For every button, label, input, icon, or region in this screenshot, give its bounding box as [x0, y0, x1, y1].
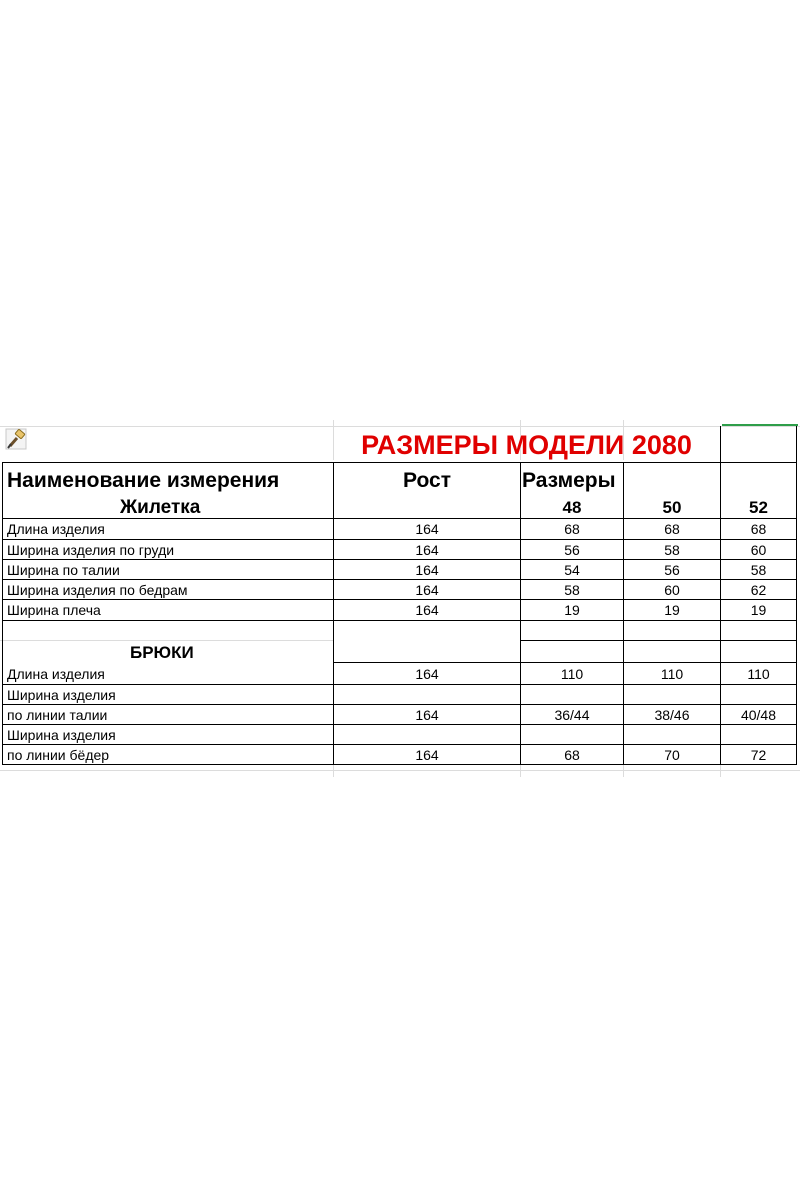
size-52: 52 — [749, 498, 768, 517]
section-pants: БРЮКИ — [130, 643, 194, 662]
row-value: 56 — [664, 561, 680, 578]
row-label: по линии талии — [7, 706, 108, 723]
page-title: РАЗМЕРЫ МОДЕЛИ 2080 — [361, 429, 692, 460]
row-label: по линии бёдер — [7, 746, 110, 763]
section-vest: Жилетка — [120, 496, 201, 518]
header-height: Рост — [403, 468, 451, 492]
row-height: 164 — [415, 706, 439, 723]
row-height: 164 — [415, 666, 439, 682]
row-value: 58 — [564, 581, 580, 598]
gridline — [623, 765, 624, 777]
row-value: 58 — [750, 561, 767, 578]
header-measure: Наименование измерения — [7, 468, 280, 492]
row-value: 60 — [750, 541, 767, 558]
row-value: 70 — [664, 746, 680, 763]
row-label: Длина изделия — [7, 521, 105, 537]
row-value: 68 — [564, 746, 580, 763]
row-value: 54 — [564, 561, 580, 578]
row-value: 38/46 — [654, 706, 690, 723]
row-height: 164 — [415, 581, 439, 598]
row-value: 58 — [664, 541, 680, 558]
table-border — [520, 640, 797, 641]
row-value: 68 — [750, 521, 767, 537]
selection-mark — [722, 424, 798, 426]
row-value: 56 — [564, 541, 580, 558]
row-label: Ширина плеча — [7, 602, 101, 618]
gridline — [520, 765, 521, 777]
row-height: 164 — [415, 541, 439, 558]
table-border — [2, 764, 797, 765]
table-border — [2, 462, 720, 463]
row-label: Ширина изделия по бедрам — [7, 581, 188, 598]
gridline — [333, 765, 334, 777]
row-label: Ширина по талии — [7, 561, 120, 578]
row-height: 164 — [415, 561, 439, 578]
row-value: 40/48 — [740, 706, 777, 723]
gridline — [0, 770, 800, 771]
row-value: 68 — [664, 521, 680, 537]
table-border — [2, 620, 797, 621]
row-label: Ширина изделия — [7, 686, 116, 703]
row-height: 164 — [415, 521, 439, 537]
row-value: 19 — [750, 602, 767, 618]
table-border — [720, 462, 797, 463]
size-50: 50 — [662, 498, 682, 517]
row-value: 60 — [664, 581, 680, 598]
row-value: 110 — [560, 666, 584, 682]
table-border — [796, 426, 797, 764]
row-height: 164 — [415, 746, 439, 763]
table-border — [333, 662, 797, 663]
gridline — [720, 765, 721, 777]
header-sizes: Размеры — [522, 468, 616, 492]
paintbrush-icon[interactable] — [5, 428, 27, 450]
row-value: 110 — [660, 666, 684, 682]
row-value: 19 — [564, 602, 580, 618]
row-value: 72 — [750, 746, 767, 763]
size-48: 48 — [562, 498, 582, 517]
row-label: Ширина изделия по груди — [7, 541, 175, 558]
row-value: 110 — [747, 666, 770, 682]
row-value: 62 — [750, 581, 767, 598]
row-value: 68 — [564, 521, 580, 537]
row-value: 19 — [664, 602, 680, 618]
row-label: Ширина изделия — [7, 726, 116, 743]
row-value: 36/44 — [554, 706, 590, 723]
row-height: 164 — [415, 602, 439, 618]
row-label: Длина изделия — [7, 666, 105, 682]
